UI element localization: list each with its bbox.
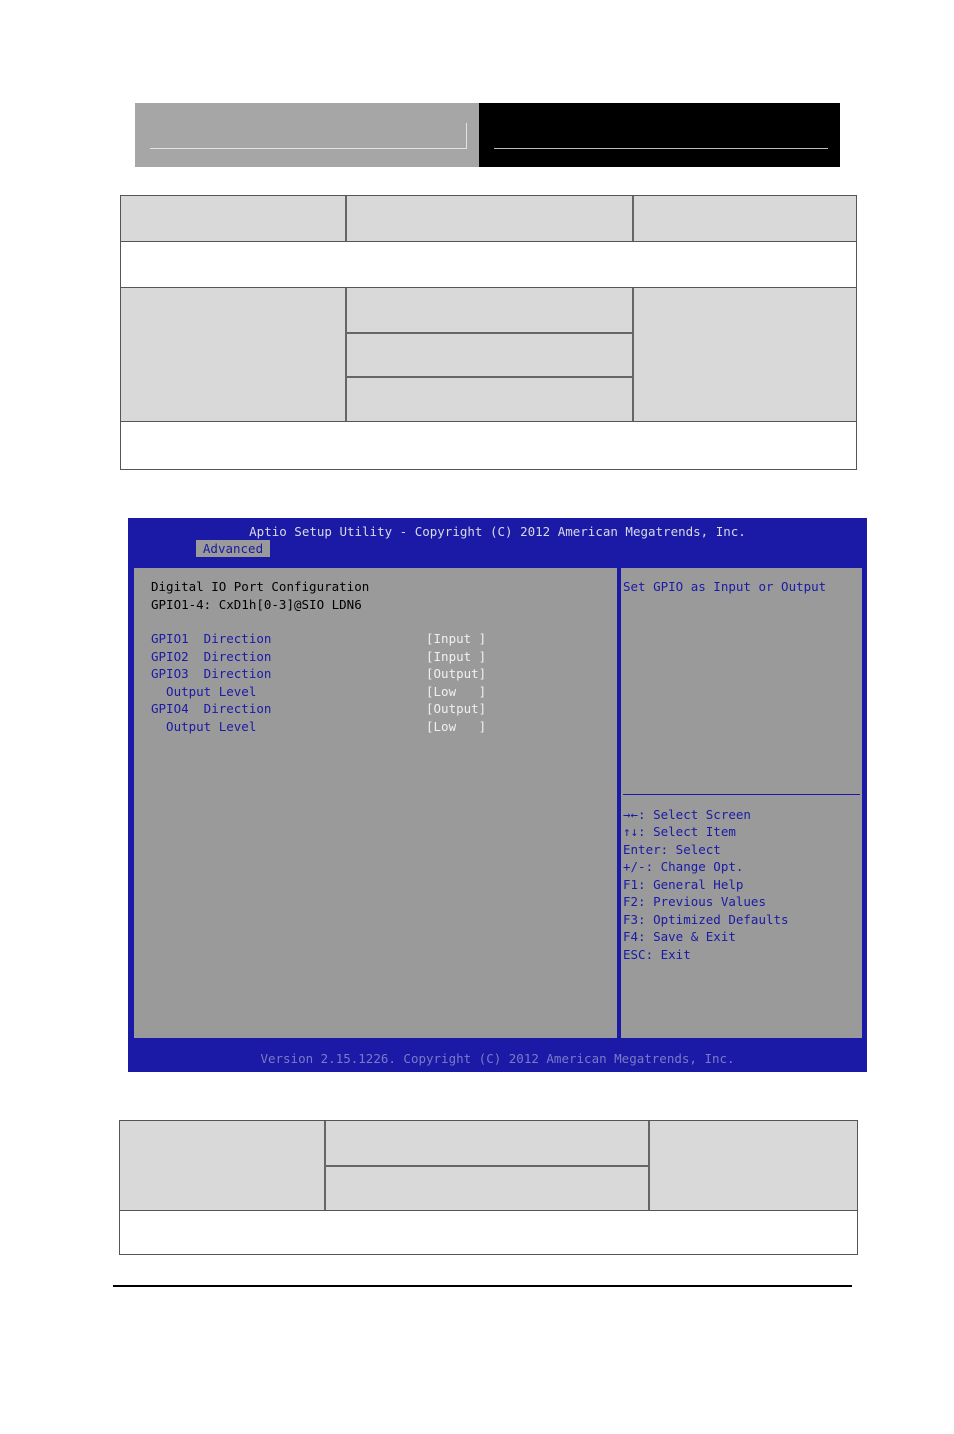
options-table-top bbox=[120, 195, 857, 470]
help-text: Set GPIO as Input or Output bbox=[623, 579, 827, 594]
table-divider bbox=[648, 1121, 650, 1210]
table-cell bbox=[326, 1167, 648, 1210]
key-hint: →←: Select Screen bbox=[623, 807, 751, 822]
header-right-rule bbox=[494, 148, 828, 149]
table-cell bbox=[326, 1121, 648, 1165]
table-cell bbox=[121, 288, 345, 421]
document-header bbox=[135, 103, 840, 167]
setting-gpio3-direction-label[interactable]: GPIO3 Direction bbox=[151, 666, 272, 681]
setting-gpio2-direction-label[interactable]: GPIO2 Direction bbox=[151, 649, 272, 664]
setting-gpio3-output-level-value[interactable]: [Low ] bbox=[426, 684, 487, 699]
table-cell bbox=[634, 196, 856, 241]
table-divider bbox=[326, 1165, 648, 1167]
bios-title: Aptio Setup Utility - Copyright (C) 2012 American Megatrends, Inc. bbox=[249, 524, 746, 539]
key-hint: ↑↓: Select Item bbox=[623, 824, 736, 839]
table-divider bbox=[347, 376, 632, 378]
table-cell bbox=[120, 1121, 324, 1210]
key-hint: F4: Save & Exit bbox=[623, 929, 736, 944]
table-cell bbox=[121, 196, 345, 241]
table-cell bbox=[650, 1121, 857, 1210]
header-left-tick bbox=[466, 123, 467, 149]
table-cell bbox=[347, 196, 632, 241]
setting-gpio2-direction-value[interactable]: [Input ] bbox=[426, 649, 487, 664]
table-divider bbox=[121, 421, 856, 422]
table-divider bbox=[632, 288, 634, 421]
setting-gpio4-direction-label[interactable]: GPIO4 Direction bbox=[151, 701, 272, 716]
section-subtitle: GPIO1-4: CxD1h[0-3]@SIO LDN6 bbox=[151, 597, 362, 612]
table-cell bbox=[347, 334, 632, 376]
key-hint: F2: Previous Values bbox=[623, 894, 766, 909]
table-divider bbox=[120, 1210, 857, 1211]
setting-gpio1-direction-label[interactable]: GPIO1 Direction bbox=[151, 631, 272, 646]
header-left-block bbox=[135, 103, 479, 167]
options-table-bottom bbox=[119, 1120, 858, 1255]
bios-main-panel bbox=[132, 566, 619, 1040]
setting-gpio4-output-level-value[interactable]: [Low ] bbox=[426, 719, 487, 734]
setting-gpio3-direction-value[interactable]: [Output] bbox=[426, 666, 487, 681]
setting-gpio3-output-level-label[interactable]: Output Level bbox=[151, 684, 257, 699]
section-title: Digital IO Port Configuration bbox=[151, 579, 370, 594]
key-hint: ESC: Exit bbox=[623, 947, 691, 962]
table-cell bbox=[634, 288, 856, 421]
table-divider bbox=[345, 196, 347, 241]
help-separator bbox=[623, 794, 860, 795]
bios-setup-screen bbox=[128, 518, 867, 1072]
key-hint: F3: Optimized Defaults bbox=[623, 912, 789, 927]
header-right-block bbox=[479, 103, 840, 167]
table-divider bbox=[347, 332, 632, 334]
table-divider bbox=[632, 196, 634, 241]
key-hint: +/-: Change Opt. bbox=[623, 859, 744, 874]
key-hint: F1: General Help bbox=[623, 877, 744, 892]
setting-gpio1-direction-value[interactable]: [Input ] bbox=[426, 631, 487, 646]
bios-help-panel bbox=[619, 566, 864, 1040]
table-divider bbox=[121, 241, 856, 242]
table-divider bbox=[345, 288, 347, 421]
setting-gpio4-direction-value[interactable]: [Output] bbox=[426, 701, 487, 716]
header-left-rule bbox=[150, 148, 467, 149]
table-cell bbox=[347, 288, 632, 332]
setting-gpio4-output-level-label[interactable]: Output Level bbox=[151, 719, 257, 734]
key-hint: Enter: Select bbox=[623, 842, 721, 857]
page-footer-rule bbox=[113, 1285, 852, 1287]
tab-advanced[interactable]: Advanced bbox=[196, 540, 270, 557]
table-cell bbox=[347, 378, 632, 421]
bios-footer: Version 2.15.1226. Copyright (C) 2012 American Megatrends, Inc. bbox=[260, 1051, 735, 1066]
